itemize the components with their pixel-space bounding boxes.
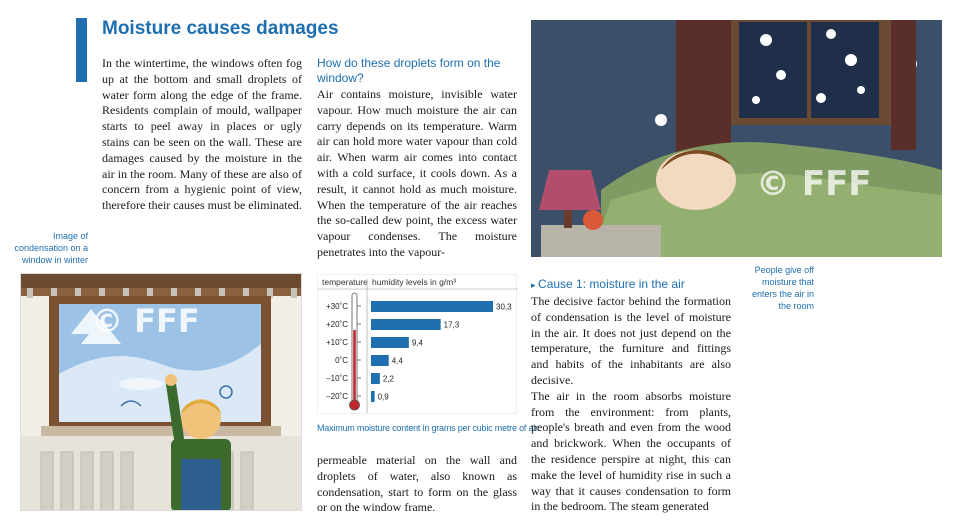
cause-heading (531, 277, 731, 293)
humidity-chart (317, 274, 517, 414)
winter-window-caption: Image of condensation on a window in winter (14, 231, 88, 265)
chart-bar (371, 355, 389, 366)
svg-text:© FFF: © FFF (756, 164, 872, 204)
chart-value-label: 30,3 (496, 302, 512, 312)
droplets-paragraph-cont: permeable material on the wall and droplets of water, also known as condensation, start to form on the glass or on the window frame. (317, 453, 517, 515)
chart-value-label: 2,2 (382, 374, 394, 384)
cause-paragraph-1: The decisive factor behind the formation of condensation is the level of moisture in the air. It does not just depend on the temperature, the furniture and fittings and habits of the inhabitants are also decisive. (531, 294, 731, 387)
chart-header-temperature: temperature (322, 277, 368, 287)
chart-category-label: –20˚C (326, 392, 348, 401)
chart-plot (318, 275, 518, 415)
chart-category-label: +20˚C (325, 320, 348, 329)
winter-window-illustration (20, 273, 302, 511)
chart-value-label: 4,4 (391, 356, 403, 366)
sleeping-person-illustration (531, 20, 942, 257)
chart-category-label: –10˚C (326, 374, 348, 383)
title-accent-bar (76, 18, 87, 82)
chart-category-label: +30˚C (325, 302, 348, 311)
chart-value-label: 0,9 (377, 392, 389, 402)
article-title: Moisture causes damages (102, 18, 339, 39)
chart-bar (371, 373, 380, 384)
sleeping-person-caption: People give off moisture that enters the air in the room (751, 265, 814, 311)
chart-value-label: 17,3 (443, 320, 460, 330)
chart-bar (371, 391, 375, 402)
cause-section (531, 277, 731, 515)
chart-value-label: 9,4 (411, 338, 423, 348)
cause-paragraph-2: The air in the room absorbs moisture from the environment: from plants, people's breath and even from the wood and brickwork. When the occupants of the residence perspire at night, this can make the level of humidity rise in such a way that it causes condensation to form in the bedroom. The steam generated (531, 388, 731, 514)
droplets-paragraph: Air contains moisture, invisible water vapour. How much moisture the air can carry depends on its temperature. Warm air can hold more water vapour than cold air. When warm air comes into contact with a cold surface, it cools down. As a result, it cannot hold as much moisture. When the temperature of the air reaches the so-called dew point, the excess water vapour condenses. The moisture penetrates into the vapour- (317, 87, 517, 259)
cause-heading-text: Cause 1: moisture in the air (538, 277, 685, 291)
chart-bar (371, 301, 493, 312)
intro-paragraph: In the wintertime, the windows often fog up at the bottom and small droplets of water form along the edge of the frame. Residents complain of mould, wallpaper starts to peel away in places or ugly stains can be seen on the wall. These are damages caused by the moisture in the air in the room. Many of these are also of concern from a hygienic point of view, therefore their causes must be eliminated. (102, 56, 302, 213)
droplets-heading: How do these droplets form on the window? (317, 56, 501, 85)
droplets-section (317, 56, 517, 261)
chart-bar (371, 319, 441, 330)
triangle-bullet-icon: ▸ (531, 280, 539, 290)
chart-category-label: 0˚C (335, 356, 348, 365)
chart-caption: Maximum moisture content in grams per cubic metre of air. (317, 423, 540, 433)
thermometer (350, 293, 360, 410)
chart-category-label: +10˚C (325, 338, 348, 347)
chart-header-humidity: humidity levels in g/m³ (372, 277, 457, 287)
svg-text:© FFF: © FFF (91, 302, 200, 340)
chart-bar (371, 337, 409, 348)
